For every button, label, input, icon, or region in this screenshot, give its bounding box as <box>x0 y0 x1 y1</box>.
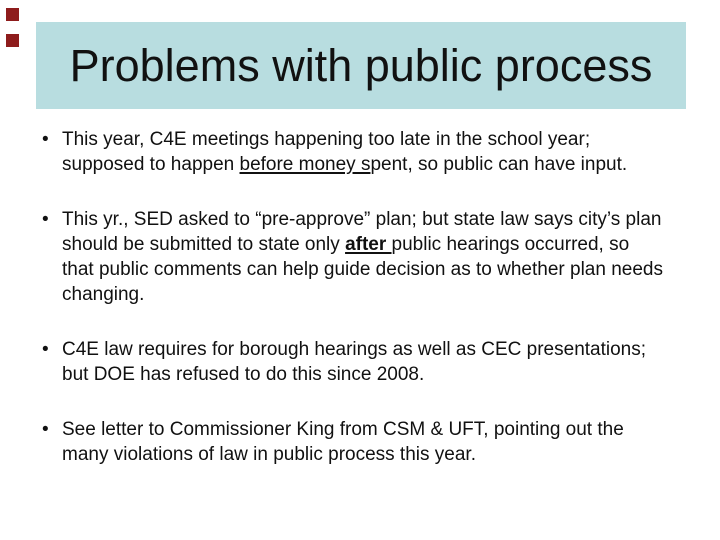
red-square-icon <box>6 34 19 47</box>
bullet-text-segment: public hearings occurred, so that public comments can help guide decision as to whether plan needs changing. <box>62 234 663 305</box>
bullet-marker-icon: • <box>42 129 49 150</box>
bullet-text-segment: This year, C4E meetings happening too late in the school year; supposed to happen <box>62 129 591 175</box>
bullet-text-segment: pent, so public can have input. <box>370 154 628 175</box>
bullet-marker-icon: • <box>42 209 49 230</box>
bullet-item <box>42 207 666 307</box>
bullet-text-segment: after <box>345 234 392 255</box>
bullet-text-segment: See letter to Commissioner King from CSM & UFT, pointing out the many violations of law in public process this year. <box>62 419 624 465</box>
red-square-icon <box>6 8 19 21</box>
bullet-item <box>42 337 666 387</box>
bullet-item <box>42 417 666 467</box>
bullet-text-segment: C4E law requires for borough hearings as well as CEC presentations; but DOE has refused to do this since 2008. <box>62 339 647 385</box>
bullet-text <box>62 337 666 387</box>
title-band <box>36 22 686 109</box>
bullet-text-segment: before money s <box>239 154 371 175</box>
bullet-text <box>62 127 666 177</box>
bullet-marker-icon: • <box>42 339 49 360</box>
bullet-marker-icon: • <box>42 419 49 440</box>
bullet-text-segment: This yr., SED asked to “pre-approve” plan; but state law says city’s plan should be submitted to state only <box>62 209 662 255</box>
bullet-text <box>62 417 666 467</box>
bullet-list <box>42 127 666 497</box>
bullet-item <box>42 127 666 177</box>
slide-title: Problems with public process <box>69 40 653 91</box>
bullet-text <box>62 207 666 307</box>
